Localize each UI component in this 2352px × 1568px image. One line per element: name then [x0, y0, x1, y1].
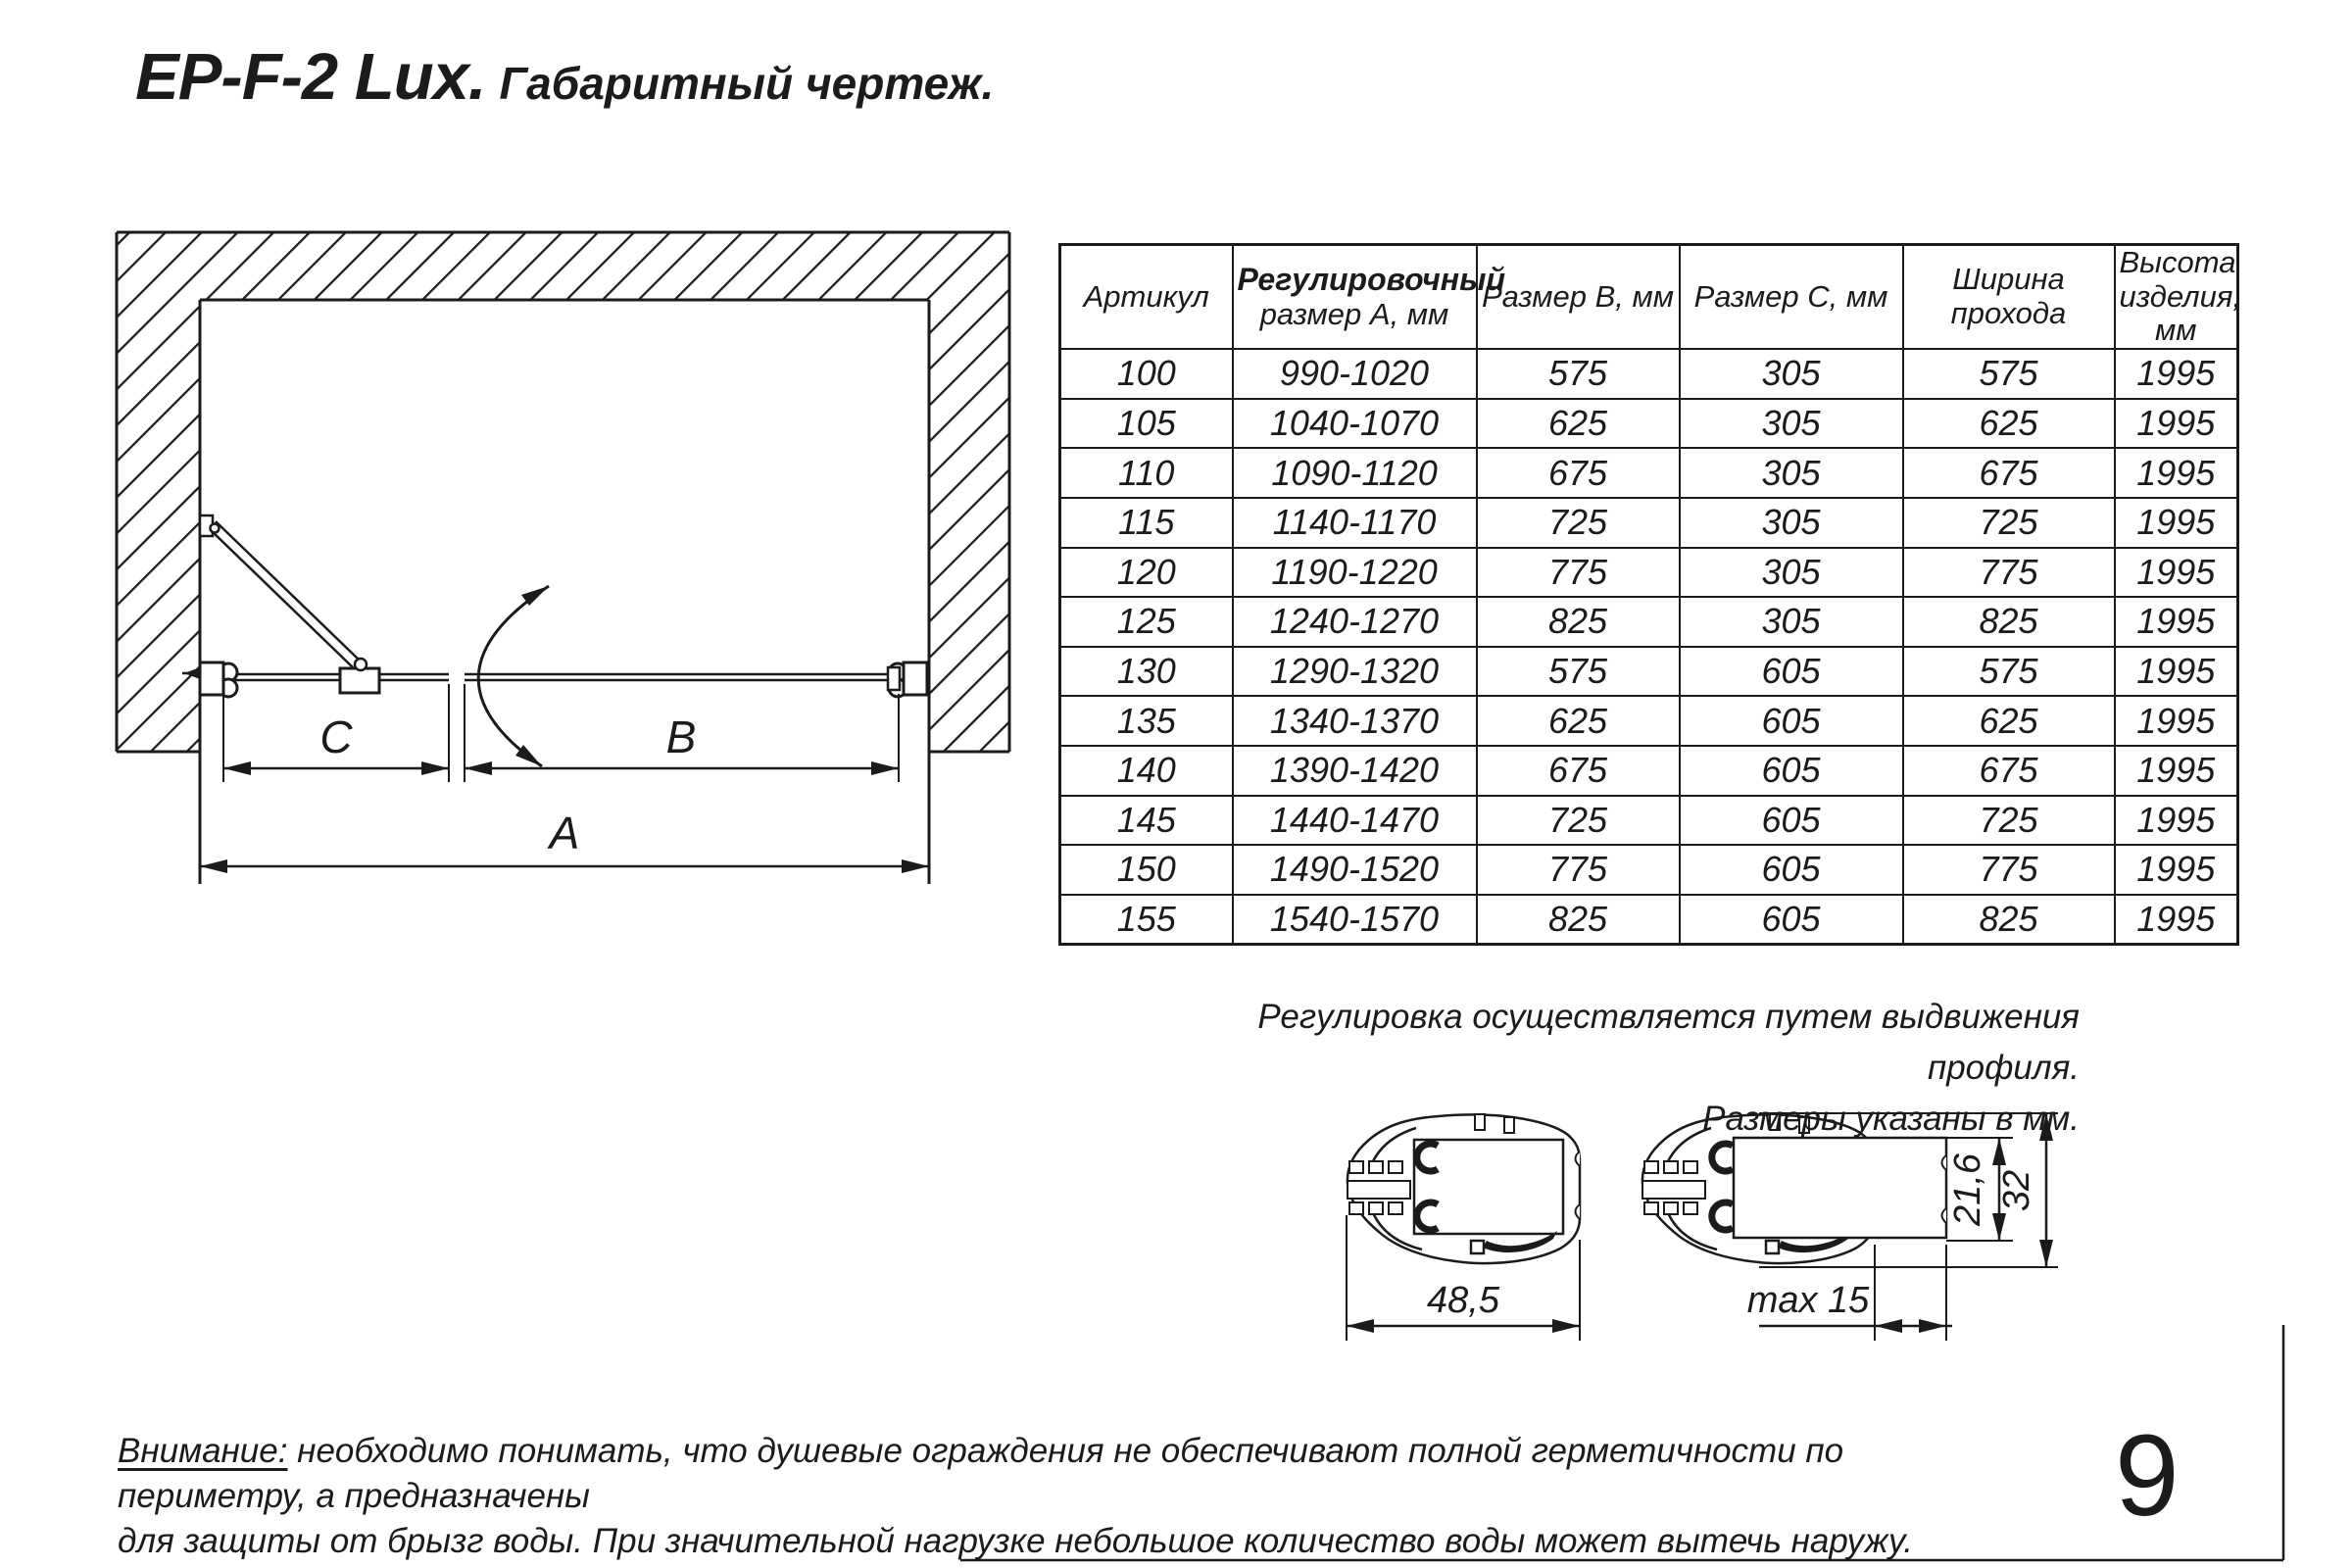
table-cell: 1290-1320	[1233, 647, 1477, 697]
drawing-subtitle: Габаритный чертеж.	[499, 58, 995, 109]
table-header-row	[1060, 245, 2238, 350]
profile-section-extended	[1642, 1113, 2058, 1341]
table-cell: 1995	[2115, 448, 2238, 498]
table-cell: 305	[1680, 349, 1903, 399]
col-header-pass-width	[1903, 245, 2115, 350]
table-row	[1060, 647, 2238, 697]
col-header-size-a	[1233, 245, 1505, 350]
table-cell: 825	[1477, 597, 1680, 647]
table-cell: 135	[1060, 696, 1233, 746]
dimension-b	[465, 684, 899, 782]
table-cell: 625	[1477, 696, 1680, 746]
table-cell: 305	[1680, 399, 1903, 449]
table-cell: 675	[1477, 746, 1680, 796]
table-cell: 825	[1477, 895, 1680, 945]
col-header-size-c	[1680, 245, 1903, 350]
warning-label: Внимание:	[118, 1432, 288, 1470]
col-header-label: Размер С, мм	[1693, 278, 1888, 314]
note-line: Размеры указаны в мм.	[1702, 1099, 2080, 1138]
table-cell: 1995	[2115, 746, 2238, 796]
table-cell: 675	[1903, 448, 2115, 498]
warning-line	[118, 1429, 1980, 1519]
table-cell: 105	[1060, 399, 1233, 449]
table-cell: 125	[1060, 597, 1233, 647]
table-row	[1060, 597, 2238, 647]
table-cell: 1240-1270	[1233, 597, 1477, 647]
model-name: EP-F-2 Lux.	[135, 40, 486, 114]
profile-extension-label: max 15	[1746, 1280, 1870, 1321]
table-cell: 110	[1060, 448, 1233, 498]
plan-view-schematic	[117, 232, 1009, 884]
table-cell: 725	[1903, 796, 2115, 846]
table-cell: 605	[1680, 647, 1903, 697]
size-spec-table	[1058, 243, 2242, 946]
col-header-label: Размер В, мм	[1481, 278, 1675, 314]
table-cell: 305	[1680, 448, 1903, 498]
table-cell: 1995	[2115, 597, 2238, 647]
table-cell: 150	[1060, 845, 1233, 895]
table-cell: 1995	[2115, 498, 2238, 548]
page-number: 9	[2115, 1411, 2180, 1541]
profile-outer-height-label: 32	[1996, 1169, 2037, 1212]
col-header-label: Артикул	[1083, 278, 1209, 314]
table-cell: 1995	[2115, 548, 2238, 598]
table-cell: 725	[1477, 498, 1680, 548]
table-cell: 625	[1903, 696, 2115, 746]
table-cell: 575	[1903, 647, 2115, 697]
table-cell: 775	[1477, 548, 1680, 598]
table-cell: 605	[1680, 746, 1903, 796]
table-cell: 675	[1903, 746, 2115, 796]
table-cell: 140	[1060, 746, 1233, 796]
table-cell: 1995	[2115, 399, 2238, 449]
table-cell: 305	[1680, 498, 1903, 548]
profile-width-label: 48,5	[1427, 1280, 1499, 1321]
table-cell: 305	[1680, 548, 1903, 598]
warning-text	[118, 1429, 1980, 1565]
table-row	[1060, 696, 2238, 746]
profile-section-closed	[1347, 1114, 1580, 1341]
table-cell: 825	[1903, 597, 2115, 647]
table-cell: 1995	[2115, 647, 2238, 697]
table-row	[1060, 349, 2238, 399]
table-cell: 120	[1060, 548, 1233, 598]
wall-outline	[117, 232, 1009, 884]
table-row	[1060, 845, 2238, 895]
adjustment-notes	[1149, 992, 2080, 1144]
table-cell: 1995	[2115, 349, 2238, 399]
table-cell: 1340-1370	[1233, 696, 1477, 746]
col-header-height	[2115, 245, 2242, 350]
table-cell: 1140-1170	[1233, 498, 1477, 548]
table-cell: 775	[1477, 845, 1680, 895]
table-cell: 725	[1477, 796, 1680, 846]
table-cell: 130	[1060, 647, 1233, 697]
table-cell: 825	[1903, 895, 2115, 945]
table-row	[1060, 399, 2238, 449]
table-cell: 100	[1060, 349, 1233, 399]
table-cell: 625	[1903, 399, 2115, 449]
table-cell: 775	[1903, 845, 2115, 895]
col-header-size-b	[1477, 245, 1680, 350]
door-swing-arc	[478, 586, 549, 766]
profile-inner-height-label: 21,6	[1947, 1153, 1988, 1226]
table-cell: 1190-1220	[1233, 548, 1477, 598]
table-cell: 605	[1680, 895, 1903, 945]
table-cell: 575	[1477, 349, 1680, 399]
table-row	[1060, 548, 2238, 598]
table-cell: 675	[1477, 448, 1680, 498]
dim-b-label: B	[665, 711, 697, 762]
table-cell: 725	[1903, 498, 2115, 548]
table-cell: 115	[1060, 498, 1233, 548]
col-header-label: Ширина прохода	[1950, 262, 2067, 331]
table-row	[1060, 746, 2238, 796]
note-line: Регулировка осуществляется путем выдвижения профиля.	[1257, 998, 2080, 1087]
table-cell: 1040-1070	[1233, 399, 1477, 449]
table-cell: 1440-1470	[1233, 796, 1477, 846]
table-cell: 1995	[2115, 696, 2238, 746]
right-wall-bracket	[888, 662, 927, 697]
col-header-artikul	[1060, 245, 1233, 350]
col-header-label: размер А, мм	[1259, 296, 1449, 331]
table-cell: 1540-1570	[1233, 895, 1477, 945]
dim-a-label: A	[549, 808, 580, 858]
glass-panels	[235, 674, 900, 680]
table-cell: 1995	[2115, 796, 2238, 846]
dimension-c	[223, 684, 449, 782]
table-cell: 155	[1060, 895, 1233, 945]
table-body	[1060, 349, 2238, 945]
table-cell: 575	[1477, 647, 1680, 697]
table-cell: 775	[1903, 548, 2115, 598]
table-cell: 605	[1680, 845, 1903, 895]
col-header-label-bold: Регулировочный	[1237, 261, 1505, 297]
dim-c-label: C	[319, 711, 353, 762]
table-row	[1060, 796, 2238, 846]
table-cell: 1995	[2115, 895, 2238, 945]
table-cell: 605	[1680, 796, 1903, 846]
table-cell: 145	[1060, 796, 1233, 846]
page-title	[135, 39, 994, 115]
table-row	[1060, 498, 2238, 548]
warning-line: для защиты от брызг воды. При значительной нагрузке небольшое количество воды может вытечь наружу.	[118, 1522, 1913, 1561]
table-cell: 1995	[2115, 845, 2238, 895]
table-cell: 990-1020	[1233, 349, 1477, 399]
table-row	[1060, 895, 2238, 945]
table-row	[1060, 448, 2238, 498]
table-cell: 605	[1680, 696, 1903, 746]
dimension-a	[200, 808, 929, 873]
table-cell: 625	[1477, 399, 1680, 449]
warning-line-rest: необходимо понимать, что душевые ограждения не обеспечивают полной герметичности по периметру, а предназначены	[118, 1432, 1844, 1516]
table-cell: 1490-1520	[1233, 845, 1477, 895]
table-cell: 1390-1420	[1233, 746, 1477, 796]
table-cell: 1090-1120	[1233, 448, 1477, 498]
col-header-label: Высота изделия, мм	[2119, 245, 2242, 348]
table-cell: 575	[1903, 349, 2115, 399]
table-cell: 305	[1680, 597, 1903, 647]
